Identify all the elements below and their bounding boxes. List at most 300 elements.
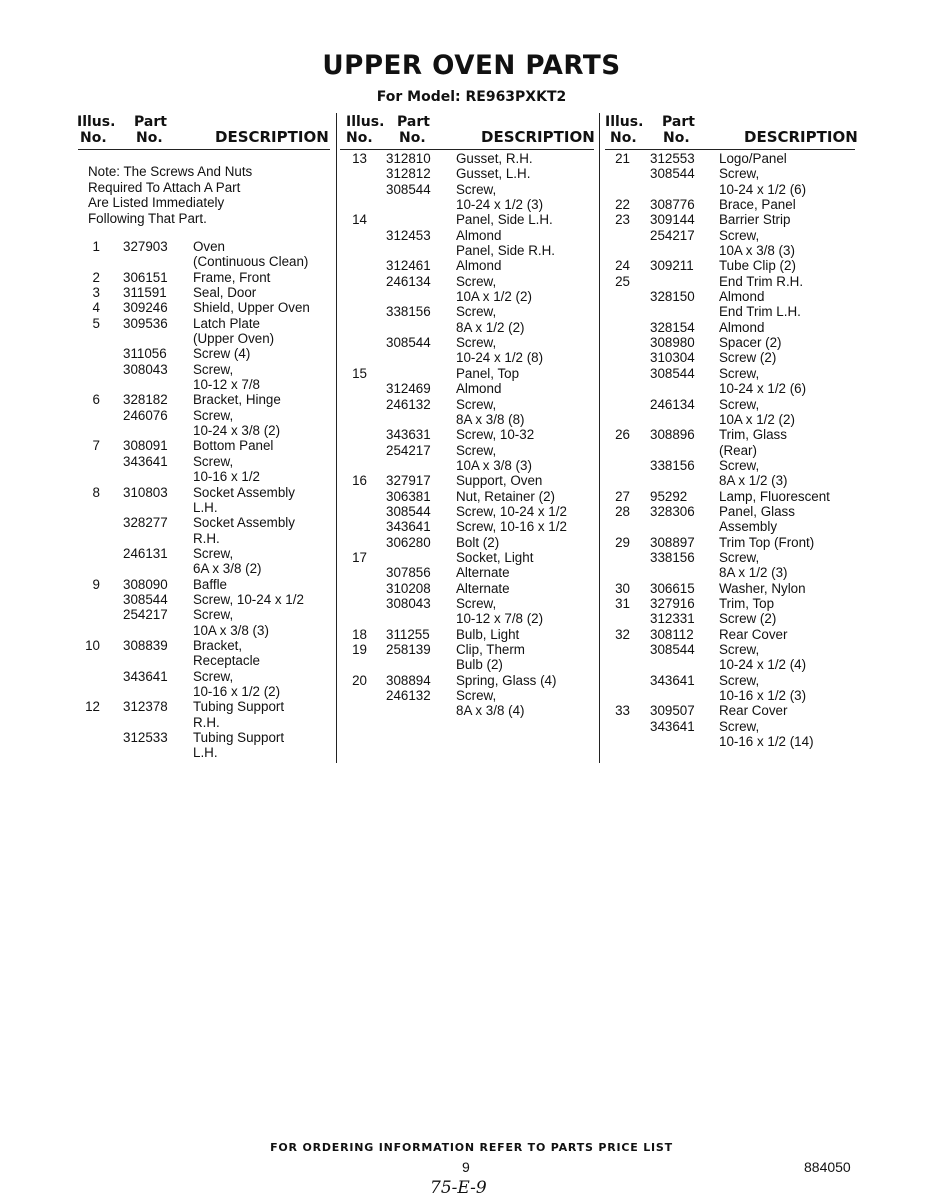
part-description: Screw, xyxy=(193,545,234,561)
part-number: 328150 xyxy=(650,289,695,305)
part-description: Bolt (2) xyxy=(456,534,500,550)
part-number: 309536 xyxy=(123,315,168,331)
parts-row xyxy=(340,320,594,335)
parts-row xyxy=(78,515,330,530)
part-number: 312553 xyxy=(650,151,695,166)
part-header-line2: No. xyxy=(399,130,426,146)
parts-row xyxy=(605,335,855,350)
part-number: 308544 xyxy=(650,642,695,657)
note-line: Following That Part. xyxy=(88,210,207,226)
part-number: 308043 xyxy=(386,595,431,611)
part-number: 95292 xyxy=(650,488,688,504)
parts-row xyxy=(78,623,330,638)
parts-row xyxy=(605,473,855,488)
part-description: Baffle xyxy=(193,576,227,592)
parts-row xyxy=(605,642,855,657)
parts-row xyxy=(78,638,330,653)
parts-row xyxy=(78,684,330,699)
part-description: Bulb (2) xyxy=(456,657,503,673)
parts-row xyxy=(78,653,330,668)
part-number: 312812 xyxy=(386,166,431,182)
note-block xyxy=(78,150,330,238)
part-description: Support, Oven xyxy=(456,473,543,489)
part-number: 338156 xyxy=(386,304,431,320)
part-number: 308897 xyxy=(650,534,695,550)
illus-number: 21 xyxy=(615,151,630,166)
parts-row xyxy=(78,392,330,407)
part-number: 258139 xyxy=(386,642,431,657)
part-description: Gusset, R.H. xyxy=(456,151,533,166)
part-number: 312461 xyxy=(386,258,431,274)
part-description: Gusset, L.H. xyxy=(456,166,531,182)
part-description: Almond xyxy=(456,381,502,397)
column-header xyxy=(605,113,858,150)
parts-row xyxy=(605,320,855,335)
part-number: 310304 xyxy=(650,350,695,366)
parts-row xyxy=(340,642,594,657)
parts-row xyxy=(78,346,330,361)
parts-row xyxy=(340,304,594,319)
part-description: Screw, 10-16 x 1/2 xyxy=(456,519,567,535)
part-description: Alternate xyxy=(456,565,510,581)
part-description: Screw, xyxy=(456,396,497,412)
part-number: 312453 xyxy=(386,227,431,243)
page-title: UPPER OVEN PARTS xyxy=(322,50,621,81)
parts-row xyxy=(605,197,855,212)
parts-row xyxy=(340,397,594,412)
parts-row xyxy=(78,362,330,377)
part-number: 312810 xyxy=(386,151,431,166)
description-header: DESCRIPTION xyxy=(744,128,858,146)
part-description: Oven xyxy=(193,239,226,254)
illus-number: 15 xyxy=(352,365,367,381)
parts-row xyxy=(340,412,594,427)
parts-row xyxy=(78,500,330,515)
part-description: 10-24 x 1/2 (4) xyxy=(719,657,807,673)
part-number: 254217 xyxy=(386,442,431,458)
parts-row xyxy=(340,274,594,289)
illus-number: 27 xyxy=(615,488,630,504)
parts-row xyxy=(340,519,594,534)
part-number: 308544 xyxy=(386,335,431,351)
part-number: 306280 xyxy=(386,534,431,550)
part-number: 254217 xyxy=(650,227,695,243)
column-header xyxy=(78,113,330,150)
illus-number: 8 xyxy=(92,484,100,500)
parts-row xyxy=(605,734,855,749)
parts-row xyxy=(340,212,594,227)
part-number: 310208 xyxy=(386,580,431,596)
part-description: 10-24 x 1/2 (8) xyxy=(456,350,544,366)
part-number: 309144 xyxy=(650,212,695,228)
parts-row xyxy=(605,397,855,412)
part-description: Almond xyxy=(456,227,502,243)
illus-number: 18 xyxy=(352,626,367,642)
part-number: 308544 xyxy=(650,365,695,381)
part-number: 308544 xyxy=(386,503,431,519)
part-description: 10-16 x 1/2 (3) xyxy=(719,688,807,704)
part-number: 308544 xyxy=(123,591,168,607)
part-description: Receptacle xyxy=(193,653,260,669)
part-description: Shield, Upper Oven xyxy=(193,300,310,316)
illus-number: 25 xyxy=(615,273,630,289)
header-rule xyxy=(78,149,330,150)
part-description: R.H. xyxy=(193,714,220,730)
parts-row xyxy=(340,596,594,611)
part-number: 308839 xyxy=(123,637,168,653)
part-number: 312469 xyxy=(386,381,431,397)
parts-row xyxy=(340,228,594,243)
part-description: 10-16 x 1/2 xyxy=(193,469,260,485)
parts-rows xyxy=(340,151,594,719)
part-description: Screw, xyxy=(193,361,234,377)
part-description: Screw, xyxy=(193,453,234,469)
part-description: 8A x 1/2 (2) xyxy=(456,319,525,335)
parts-row xyxy=(340,243,594,258)
part-description: Assembly xyxy=(719,519,778,535)
parts-row xyxy=(605,519,855,534)
parts-row xyxy=(78,699,330,714)
part-number: 328306 xyxy=(650,503,695,519)
part-description: Lamp, Fluorescent xyxy=(719,488,830,504)
illus-header-line1: Illus. xyxy=(346,114,385,130)
part-description: Spring, Glass (4) xyxy=(456,672,557,688)
part-number: 343641 xyxy=(123,668,168,684)
part-description: Socket, Light xyxy=(456,549,534,565)
parts-row xyxy=(78,239,330,254)
illus-number: 33 xyxy=(615,703,630,719)
part-description: Screw, xyxy=(456,335,497,351)
part-description: Screw, xyxy=(719,457,760,473)
illus-number: 3 xyxy=(92,285,100,301)
parts-row xyxy=(605,611,855,626)
part-description: Rear Cover xyxy=(719,626,788,642)
part-number: 343641 xyxy=(650,672,695,688)
part-description: Tubing Support xyxy=(193,730,285,745)
column-divider xyxy=(336,113,337,763)
parts-row xyxy=(605,489,855,504)
ordering-info-footer: FOR ORDERING INFORMATION REFER TO PARTS PRICE LIST xyxy=(270,1141,673,1154)
illus-number: 23 xyxy=(615,212,630,228)
parts-row xyxy=(340,565,594,580)
parts-row xyxy=(605,366,855,381)
part-description: 10A x 1/2 (2) xyxy=(456,289,532,305)
note-line: Required To Attach A Part xyxy=(88,179,241,195)
note-line: Note: The Screws And Nuts xyxy=(88,164,253,179)
illus-number: 31 xyxy=(615,595,630,611)
illus-number: 7 xyxy=(92,438,100,454)
illus-number: 1 xyxy=(92,239,100,254)
document-number: 884050 xyxy=(804,1159,851,1175)
parts-row xyxy=(78,469,330,484)
handwritten-note: 75-E-9 xyxy=(430,1178,487,1198)
part-description: L.H. xyxy=(193,499,218,515)
part-number: 343641 xyxy=(386,519,431,535)
parts-row xyxy=(78,285,330,300)
part-description: (Upper Oven) xyxy=(193,331,275,347)
parts-row xyxy=(605,673,855,688)
parts-column-2 xyxy=(340,113,594,719)
parts-row xyxy=(605,274,855,289)
part-number: 246131 xyxy=(123,545,168,561)
parts-row xyxy=(78,377,330,392)
parts-row xyxy=(605,350,855,365)
part-description: 10A x 3/8 (3) xyxy=(719,243,795,259)
page-number: 9 xyxy=(462,1159,470,1175)
part-description: 10-12 x 7/8 (2) xyxy=(456,611,544,627)
illus-number: 32 xyxy=(615,626,630,642)
parts-row xyxy=(605,443,855,458)
illus-number: 5 xyxy=(92,315,100,331)
illus-number: 26 xyxy=(615,427,630,443)
illus-header-line2: No. xyxy=(610,130,637,146)
parts-row xyxy=(78,485,330,500)
illus-number: 13 xyxy=(352,151,367,166)
parts-row xyxy=(340,182,594,197)
part-number: 308776 xyxy=(650,197,695,213)
part-description: 10-16 x 1/2 (2) xyxy=(193,683,281,699)
illus-number: 19 xyxy=(352,642,367,657)
parts-row xyxy=(78,745,330,760)
parts-row xyxy=(605,458,855,473)
part-description: Logo/Panel xyxy=(719,151,787,166)
parts-row xyxy=(605,535,855,550)
parts-row xyxy=(78,715,330,730)
part-description: Trim Top (Front) xyxy=(719,534,815,550)
part-number: 307856 xyxy=(386,565,431,581)
part-number: 328277 xyxy=(123,515,168,531)
parts-row xyxy=(605,427,855,442)
part-number: 308980 xyxy=(650,335,695,351)
part-description: Panel, Glass xyxy=(719,503,795,519)
part-number: 308112 xyxy=(650,626,694,642)
parts-row xyxy=(605,289,855,304)
part-number: 343631 xyxy=(386,427,431,443)
part-description: Washer, Nylon xyxy=(719,580,806,596)
part-number: 311591 xyxy=(123,285,167,301)
part-description: 8A x 1/2 (3) xyxy=(719,565,788,581)
part-header-line2: No. xyxy=(663,130,690,146)
part-description: Screw, xyxy=(193,407,234,423)
parts-row xyxy=(605,212,855,227)
part-number: 343641 xyxy=(123,453,168,469)
part-number: 328154 xyxy=(650,319,695,335)
parts-row xyxy=(78,546,330,561)
part-description: 10A x 3/8 (3) xyxy=(193,622,269,638)
parts-row xyxy=(340,258,594,273)
part-description: Screw (2) xyxy=(719,611,777,627)
part-description: Panel, Side L.H. xyxy=(456,212,553,228)
parts-row xyxy=(78,438,330,453)
part-description: Screw, xyxy=(456,304,497,320)
part-number: 310803 xyxy=(123,484,168,500)
part-number: 246132 xyxy=(386,688,431,704)
parts-row xyxy=(78,300,330,315)
illus-header-line1: Illus. xyxy=(605,114,644,130)
part-description: 10-12 x 7/8 xyxy=(193,377,260,393)
part-description: Screw, xyxy=(193,668,234,684)
part-number: 312331 xyxy=(650,611,695,627)
part-description: R.H. xyxy=(193,530,220,546)
part-number: 328182 xyxy=(123,392,168,408)
parts-row xyxy=(78,577,330,592)
part-description: Barrier Strip xyxy=(719,212,791,228)
header-rule xyxy=(340,149,594,150)
description-header: DESCRIPTION xyxy=(481,128,595,146)
part-description: Frame, Front xyxy=(193,269,271,285)
part-description: (Rear) xyxy=(719,442,757,458)
parts-row xyxy=(605,703,855,718)
part-description: Bottom Panel xyxy=(193,438,274,454)
part-number: 308091 xyxy=(123,438,168,454)
part-description: 10-24 x 1/2 (6) xyxy=(719,381,807,397)
illus-number: 20 xyxy=(352,672,367,688)
parts-row xyxy=(340,166,594,181)
part-description: Screw, xyxy=(719,166,760,182)
part-description: Bracket, Hinge xyxy=(193,392,281,408)
part-description: Screw, xyxy=(193,607,234,623)
parts-row xyxy=(605,688,855,703)
parts-row xyxy=(605,581,855,596)
parts-row xyxy=(340,366,594,381)
part-description: Socket Assembly xyxy=(193,484,295,500)
parts-row xyxy=(78,454,330,469)
part-description: 10-24 x 1/2 (6) xyxy=(719,181,807,197)
part-number: 327917 xyxy=(386,473,431,489)
parts-row xyxy=(340,657,594,672)
parts-row xyxy=(78,331,330,346)
part-description: Screw, xyxy=(456,181,497,197)
part-description: Screw, xyxy=(456,442,497,458)
part-description: Screw, 10-32 xyxy=(456,427,535,443)
part-description: 8A x 1/2 (3) xyxy=(719,473,788,489)
parts-row xyxy=(78,316,330,331)
parts-row xyxy=(605,627,855,642)
part-description: Screw, 10-24 x 1/2 xyxy=(193,591,304,607)
parts-column-3 xyxy=(605,113,858,750)
part-description: Almond xyxy=(719,319,765,335)
parts-row xyxy=(340,473,594,488)
illus-number: 24 xyxy=(615,258,630,274)
illus-header-line2: No. xyxy=(80,130,107,146)
illus-number: 2 xyxy=(92,269,100,285)
parts-row xyxy=(340,197,594,212)
part-description: L.H. xyxy=(193,745,218,761)
illus-number: 14 xyxy=(352,212,367,228)
part-number: 308544 xyxy=(650,166,695,182)
parts-row xyxy=(605,596,855,611)
parts-row xyxy=(78,669,330,684)
parts-row xyxy=(78,607,330,622)
parts-row xyxy=(78,561,330,576)
part-number: 246134 xyxy=(386,273,431,289)
parts-rows xyxy=(605,151,855,749)
parts-row xyxy=(340,458,594,473)
illus-number: 30 xyxy=(615,580,630,596)
column-divider xyxy=(599,113,600,763)
parts-row xyxy=(340,611,594,626)
parts-row xyxy=(340,535,594,550)
part-number: 308544 xyxy=(386,181,431,197)
illus-number: 28 xyxy=(615,503,630,519)
part-description: End Trim R.H. xyxy=(719,273,804,289)
illus-number: 9 xyxy=(92,576,100,592)
part-description: Bulb, Light xyxy=(456,626,520,642)
part-description: Spacer (2) xyxy=(719,335,782,351)
part-description: Screw, xyxy=(719,718,760,734)
part-number: 309246 xyxy=(123,300,168,316)
parts-row xyxy=(605,550,855,565)
part-description: Brace, Panel xyxy=(719,197,796,213)
part-description: Screw, 10-24 x 1/2 xyxy=(456,503,567,519)
illus-number: 22 xyxy=(615,197,630,213)
part-description: Seal, Door xyxy=(193,285,257,301)
part-description: Screw, xyxy=(456,273,497,289)
part-description: Almond xyxy=(456,258,502,274)
illus-number: 4 xyxy=(92,300,100,316)
parts-column-1 xyxy=(78,113,330,761)
illus-header-line1: Illus. xyxy=(77,114,116,130)
part-number: 308043 xyxy=(123,361,168,377)
part-number: 311255 xyxy=(386,626,430,642)
parts-row xyxy=(340,673,594,688)
parts-row xyxy=(78,408,330,423)
part-number: 312533 xyxy=(123,730,168,745)
parts-row xyxy=(605,565,855,580)
parts-row xyxy=(78,531,330,546)
illus-number: 6 xyxy=(92,392,100,408)
part-number: 343641 xyxy=(650,718,695,734)
parts-row xyxy=(340,350,594,365)
parts-rows xyxy=(78,239,330,761)
part-description: 8A x 3/8 (8) xyxy=(456,411,525,427)
part-number: 254217 xyxy=(123,607,168,623)
parts-row xyxy=(340,688,594,703)
parts-row xyxy=(605,243,855,258)
illus-number: 17 xyxy=(352,549,367,565)
part-description: Screw, xyxy=(719,672,760,688)
illus-number: 12 xyxy=(85,699,100,715)
part-description: Nut, Retainer (2) xyxy=(456,488,555,504)
parts-row xyxy=(605,151,855,166)
parts-row xyxy=(340,381,594,396)
part-description: 10-24 x 1/2 (3) xyxy=(456,197,544,213)
parts-row xyxy=(605,719,855,734)
parts-row xyxy=(340,335,594,350)
part-description: Panel, Side R.H. xyxy=(456,243,555,259)
part-description: Clip, Therm xyxy=(456,642,525,657)
part-description: Screw, xyxy=(719,396,760,412)
parts-row xyxy=(340,151,594,166)
part-number: 308090 xyxy=(123,576,168,592)
part-number: 309507 xyxy=(650,703,695,719)
parts-row xyxy=(605,228,855,243)
parts-row xyxy=(340,627,594,642)
part-description: Screw, xyxy=(719,549,760,565)
parts-row xyxy=(340,504,594,519)
part-description: Latch Plate xyxy=(193,315,260,331)
part-description: Trim, Top xyxy=(719,595,775,611)
part-description: 10-16 x 1/2 (14) xyxy=(719,734,814,750)
part-number: 312378 xyxy=(123,699,168,715)
part-description: Panel, Top xyxy=(456,365,520,381)
part-number: 309211 xyxy=(650,258,694,274)
part-description: Screw (4) xyxy=(193,346,251,362)
parts-row xyxy=(78,423,330,438)
parts-row xyxy=(340,489,594,504)
illus-number: 29 xyxy=(615,534,630,550)
part-description: Screw, xyxy=(719,365,760,381)
